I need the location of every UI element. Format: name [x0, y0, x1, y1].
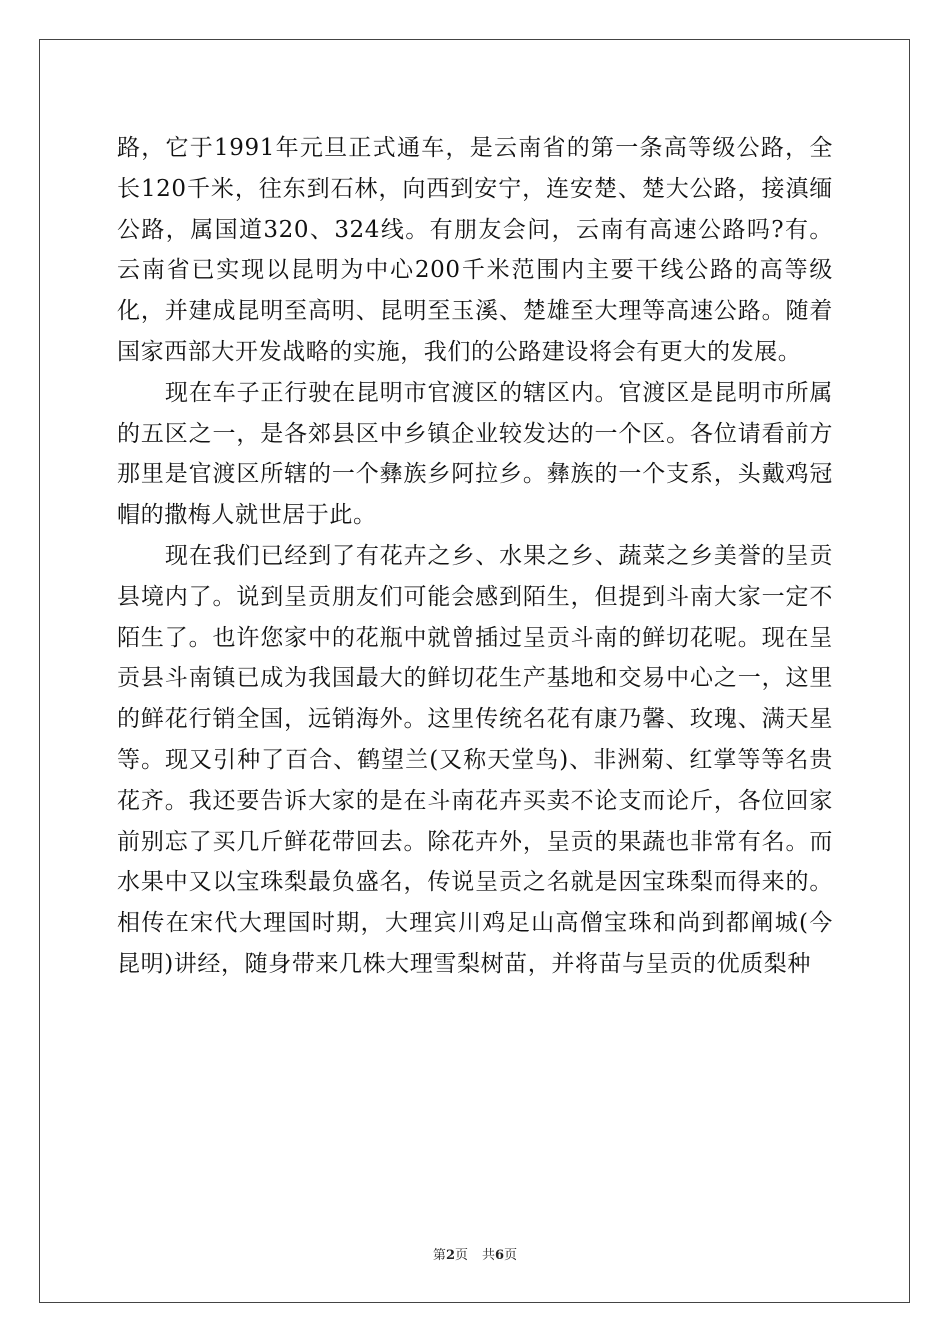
page-number: 2: [445, 1248, 455, 1263]
paragraph-2: 现在车子正行驶在昆明市官渡区的辖区内。官渡区是昆明市所属的五区之一，是各郊县区中乡镇企业较发达的一个区。各位请看前方那里是官渡区所辖的一个彝族乡阿拉乡。彝族的一个支系，头戴鸡冠帽的撒梅人就世居于此。: [117, 379, 833, 529]
document-body: [117, 128, 833, 985]
paragraph-3: 现在我们已经到了有花卉之乡、水果之乡、蔬菜之乡美誉的呈贡县境内了。说到呈贡朋友们可能会感到陌生，但提到斗南大家一定不陌生了。也许您家中的花瓶中就曾插过呈贡斗南的鲜切花呢。现在呈贡县斗南镇已成为我国最大的鲜切花生产基地和交易中心之一，这里的鲜花行销全国，远销海外。这里传统名花有康乃馨、玫瑰、满天星等。现又引种了百合、鹤望兰(又称天堂鸟)、非洲菊、红掌等等名贵花齐。我还要告诉大家的是在斗南花卉买卖不论支而论斤，各位回家前别忘了买几斤鲜花带回去。除花卉外，呈贡的果蔬也非常有名。而水果中又以宝珠梨最负盛名，传说呈贡之名就是因宝珠梨而得来的。相传在宋代大理国时期，大理宾川鸡足山高僧宝珠和尚到都阐城(今昆明)讲经，随身带来几株大理雪梨树苗，并将苗与呈贡的优质梨种: [117, 542, 833, 977]
total-prefix: 共: [482, 1248, 496, 1263]
total-pages: 6: [495, 1248, 505, 1263]
total-suffix: 页: [504, 1248, 518, 1263]
page-prefix: 第: [432, 1248, 446, 1263]
paragraph-1: 路，它于1991年元旦正式通车，是云南省的第一条高等级公路，全长120千米，往东到石林，向西到安宁，连安楚、楚大公路，接滇缅公路，属国道320、324线。有朋友会问，云南有高速公路吗?有。云南省已实现以昆明为中心200千米范围内主要干线公路的高等级化，并建成昆明至高明、昆明至玉溪、楚雄至大理等高速公路。随着国家西部大开发战略的实施，我们的公路建设将会有更大的发展。: [117, 135, 833, 365]
page-suffix: 页: [454, 1248, 468, 1263]
page-footer: [0, 1244, 950, 1263]
